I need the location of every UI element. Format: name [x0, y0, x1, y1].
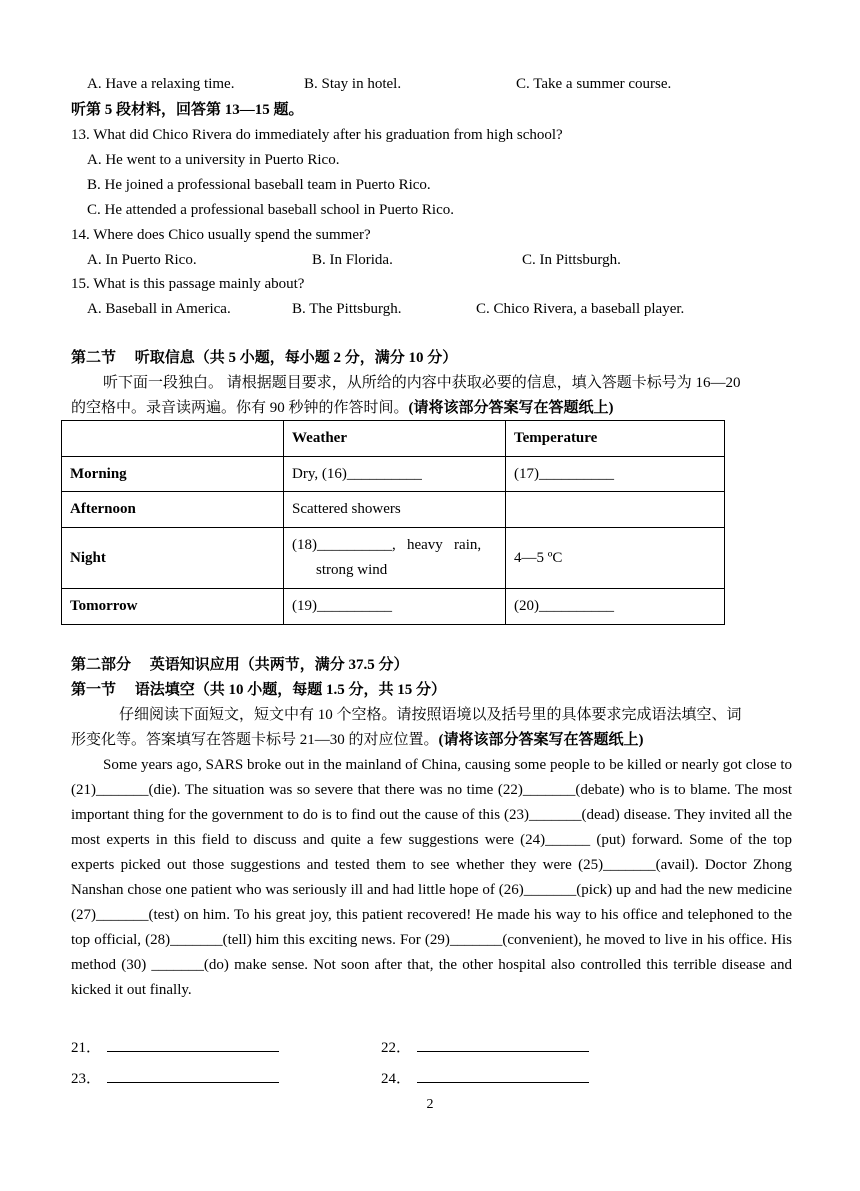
answer-blank-22[interactable] [417, 1037, 589, 1052]
table-row-night [62, 528, 725, 589]
q14-option-c: C. In Pittsburgh. [522, 252, 621, 268]
q13-option-a: A. He went to a university in Puerto Rico. [87, 152, 340, 168]
table-header-empty [62, 421, 284, 457]
section2-instruction-text: 的空格中。录音读两遍。你有 90 秒钟的作答时间。 [71, 400, 409, 416]
passage-text: Some years ago, SARS broke out in the mainland of China, causing some people to be killed or nearly got close to (21)_______(die). The situation was so severe that there was no time (22)_______(debate) who is to blame. The most important thing for the government to do is to find out the cause of this (23)_______(dead) disease. They invited all the most experts in this field to discuss and quite a few suggestions were (24)______ (put) forward. Some of the top experts picked out those suggestions and tested them to see whether they were (25)_______(avail). Doctor Zhong Nanshan chose one patient who was seriously ill and had little hope of (26)_______(pick) up and had the new medicine (27)_______(test) on him. To his great joy, this patient recovered! He made his way to his office and telephoned to the top official, (28)_______(tell) him this exciting news. For (29)_______(convenient), he moved to live in his office. His method (30) _______(do) make sense. Not soon after that, the other hospital also controlled this terrible disease and kicked it out finally. [71, 757, 792, 998]
row-label-night: Night [62, 528, 284, 589]
answer-line-23[interactable] [71, 1067, 279, 1088]
row-label-tomorrow: Tomorrow [62, 589, 284, 625]
row-label-morning: Morning [62, 457, 284, 492]
part2-heading: 第二部分 英语知识应用（共两节，满分 37.5 分） [71, 657, 409, 673]
answer-line-22[interactable] [381, 1036, 589, 1057]
page-number: 2 [426, 1097, 434, 1112]
answer-line-21[interactable] [71, 1036, 279, 1057]
night-weather [284, 528, 506, 589]
q15-stem: 15. What is this passage mainly about? [71, 276, 305, 292]
answer-label-22: 22． [381, 1040, 412, 1056]
answer-line-24[interactable] [381, 1067, 589, 1088]
weather-table [61, 420, 725, 625]
night-temperature: 4—5 ºC [506, 528, 725, 589]
answer-label-24: 24． [381, 1071, 412, 1087]
morning-weather: Dry, (16)__________ [284, 457, 506, 492]
table-header-weather: Weather [284, 421, 506, 457]
answer-label-21: 21． [71, 1040, 102, 1056]
section2-heading: 第二节 听取信息（共 5 小题，每小题 2 分，满分 10 分） [71, 350, 458, 366]
grammar-passage [71, 753, 792, 1003]
q12-option-a: A. Have a relaxing time. [87, 76, 235, 92]
row-label-afternoon: Afternoon [62, 492, 284, 528]
material5-heading: 听第 5 段材料，回答第 13—15 题。 [71, 102, 304, 118]
part2-instruction-1: 仔细阅读下面短文，短文中有 10 个空格。请按照语境以及括号里的具体要求完成语法填空、词 [119, 707, 742, 723]
afternoon-weather: Scattered showers [284, 492, 506, 528]
q13-option-c: C. He attended a professional baseball school in Puerto Rico. [87, 202, 454, 218]
answer-blank-24[interactable] [417, 1068, 589, 1083]
table-row-tomorrow [62, 589, 725, 625]
part2-instruction-2 [71, 730, 644, 750]
afternoon-temperature [506, 492, 725, 528]
tomorrow-weather: (19)__________ [284, 589, 506, 625]
q15-option-c: C. Chico Rivera, a baseball player. [476, 301, 685, 317]
table-row-morning [62, 457, 725, 492]
answer-label-23: 23． [71, 1071, 102, 1087]
q14-option-b: B. In Florida. [312, 252, 393, 268]
table-header-temperature: Temperature [506, 421, 725, 457]
q15-option-a: A. Baseball in America. [87, 301, 231, 317]
q14-stem: 14. Where does Chico usually spend the summer? [71, 227, 371, 243]
night-weather-line2: strong wind [316, 562, 388, 578]
q15-option-b: B. The Pittsburgh. [292, 301, 402, 317]
q12-option-c: C. Take a summer course. [516, 76, 672, 92]
morning-temperature: (17)__________ [506, 457, 725, 492]
night-weather-line1: (18)__________, heavy rain, [292, 537, 482, 553]
part2-instruction-bold: (请将该部分答案写在答题纸上) [438, 732, 644, 748]
table-header-row [62, 421, 725, 457]
part2-instruction-text: 形变化等。答案填写在答题卡标号 21—30 的对应位置。 [71, 732, 439, 748]
q13-option-b: B. He joined a professional baseball team in Puerto Rico. [87, 177, 431, 193]
q13-stem: 13. What did Chico Rivera do immediately after his graduation from high school? [71, 127, 563, 143]
section2-instruction-bold: (请将该部分答案写在答题纸上) [408, 400, 614, 416]
answer-blank-23[interactable] [107, 1068, 279, 1083]
answer-blank-21[interactable] [107, 1037, 279, 1052]
q14-option-a: A. In Puerto Rico. [87, 252, 197, 268]
part2-subheading: 第一节 语法填空（共 10 小题，每题 1.5 分，共 15 分） [71, 682, 447, 698]
q12-option-b: B. Stay in hotel. [304, 76, 402, 92]
table-row-afternoon [62, 492, 725, 528]
section2-instruction-2 [71, 398, 614, 418]
section2-instruction-1: 听下面一段独白。 请根据题目要求，从所给的内容中获取必要的信息，填入答题卡标号为 16—20 [103, 375, 741, 391]
tomorrow-temperature: (20)__________ [506, 589, 725, 625]
